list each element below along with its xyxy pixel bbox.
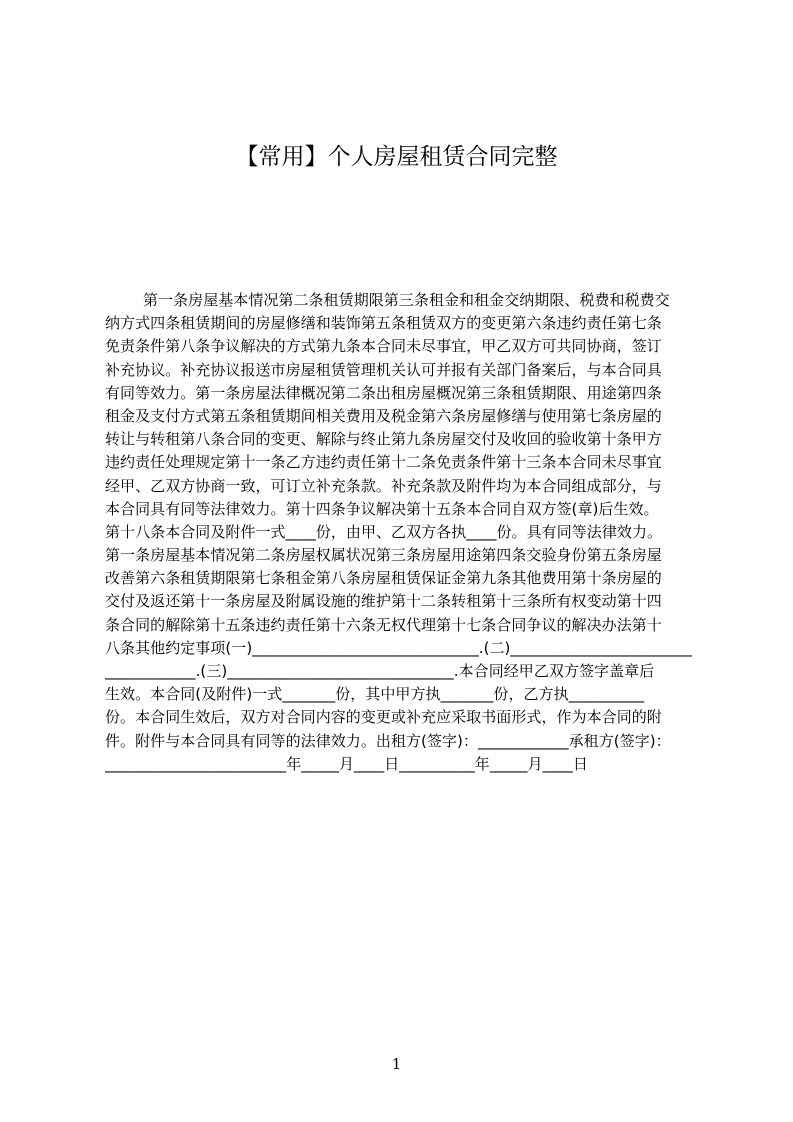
body-line: 纳方式四条租赁期间的房屋修缮和装饰第五条租赁双方的变更第六条违约责任第七条 bbox=[105, 314, 662, 333]
body-line: ____________.(三)______________________________.本合同经甲乙双方签字盖章后 bbox=[105, 662, 655, 680]
body-line: 交付及返还第十一条房屋及附属设施的维护第十二条转租第十三条所有权变动第十四 bbox=[105, 592, 662, 611]
body-line: ________________________年_____月____日__________年_____月____日 bbox=[105, 754, 588, 773]
body-line: 租金及支付方式第五条租赁期间相关费用及税金第六条房屋修缮与使用第七条房屋的 bbox=[105, 406, 662, 425]
body-line: 违约责任处理规定第十一条乙方违约责任第十二条免责条件第十三条本合同未尽事宜 bbox=[105, 453, 662, 472]
document-title: 【常用】个人房屋租赁合同完整 bbox=[235, 144, 558, 170]
body-line: 条合同的解除第十五条违约责任第十六条无权代理第十七条合同争议的解决办法第十 bbox=[105, 615, 662, 634]
page-number: 1 bbox=[391, 1055, 402, 1073]
body-line: 本合同具有同等法律效力。第十四条争议解决第十五条本合同自双方签(章)后生效。 bbox=[105, 499, 659, 518]
body-line: 经甲、乙双方协商一致，可订立补充条款。补充条款及附件均为本合同组成部分，与 bbox=[105, 476, 662, 495]
body-line: 改善第六条租赁期限第七条租金第八条房屋租赁保证金第九条其他费用第十条房屋的 bbox=[105, 569, 662, 588]
body-line: 有同等效力。第一条房屋法律概况第二条出租房屋概况第三条租赁期限、用途第四条 bbox=[105, 383, 662, 402]
body-line: 第一条房屋基本情况第二条房屋权属状况第三条房屋用途第四条交验身份第五条房屋 bbox=[105, 546, 662, 565]
body-line: 补充协议。补充协议报送市房屋租赁管理机关认可并报有关部门备案后，与本合同具 bbox=[105, 360, 662, 379]
body-line: 免责条件第八条争议解决的方式第九条本合同未尽事宜，甲乙双方可共同协商，签订 bbox=[105, 337, 662, 356]
body-line: 八条其他约定事项(一)______________________________.(二)________________________ bbox=[105, 638, 692, 657]
body-line: 第十八条本合同及附件一式____份，由甲、乙双方各执____份。具有同等法律效力。 bbox=[105, 522, 663, 541]
body-line: 份。本合同生效后，双方对合同内容的变更或补充应采取书面形式，作为本合同的附 bbox=[105, 708, 662, 727]
body-line: 转让与转租第八条合同的变更、解除与终止第九条房屋交付及收回的验收第十条甲方 bbox=[105, 430, 662, 449]
body-line: 件。附件与本合同具有同等的法律效力。出租方(签字)：____________承租方(签字)： bbox=[105, 731, 671, 750]
body-line: 生效。本合同(及附件)一式_______份，其中甲方执_______份，乙方执__________ bbox=[105, 685, 645, 704]
contract-body bbox=[105, 289, 698, 776]
body-line: 第一条房屋基本情况第二条租赁期限第三条租金和租金交纳期限、税费和税费交 bbox=[143, 291, 670, 309]
